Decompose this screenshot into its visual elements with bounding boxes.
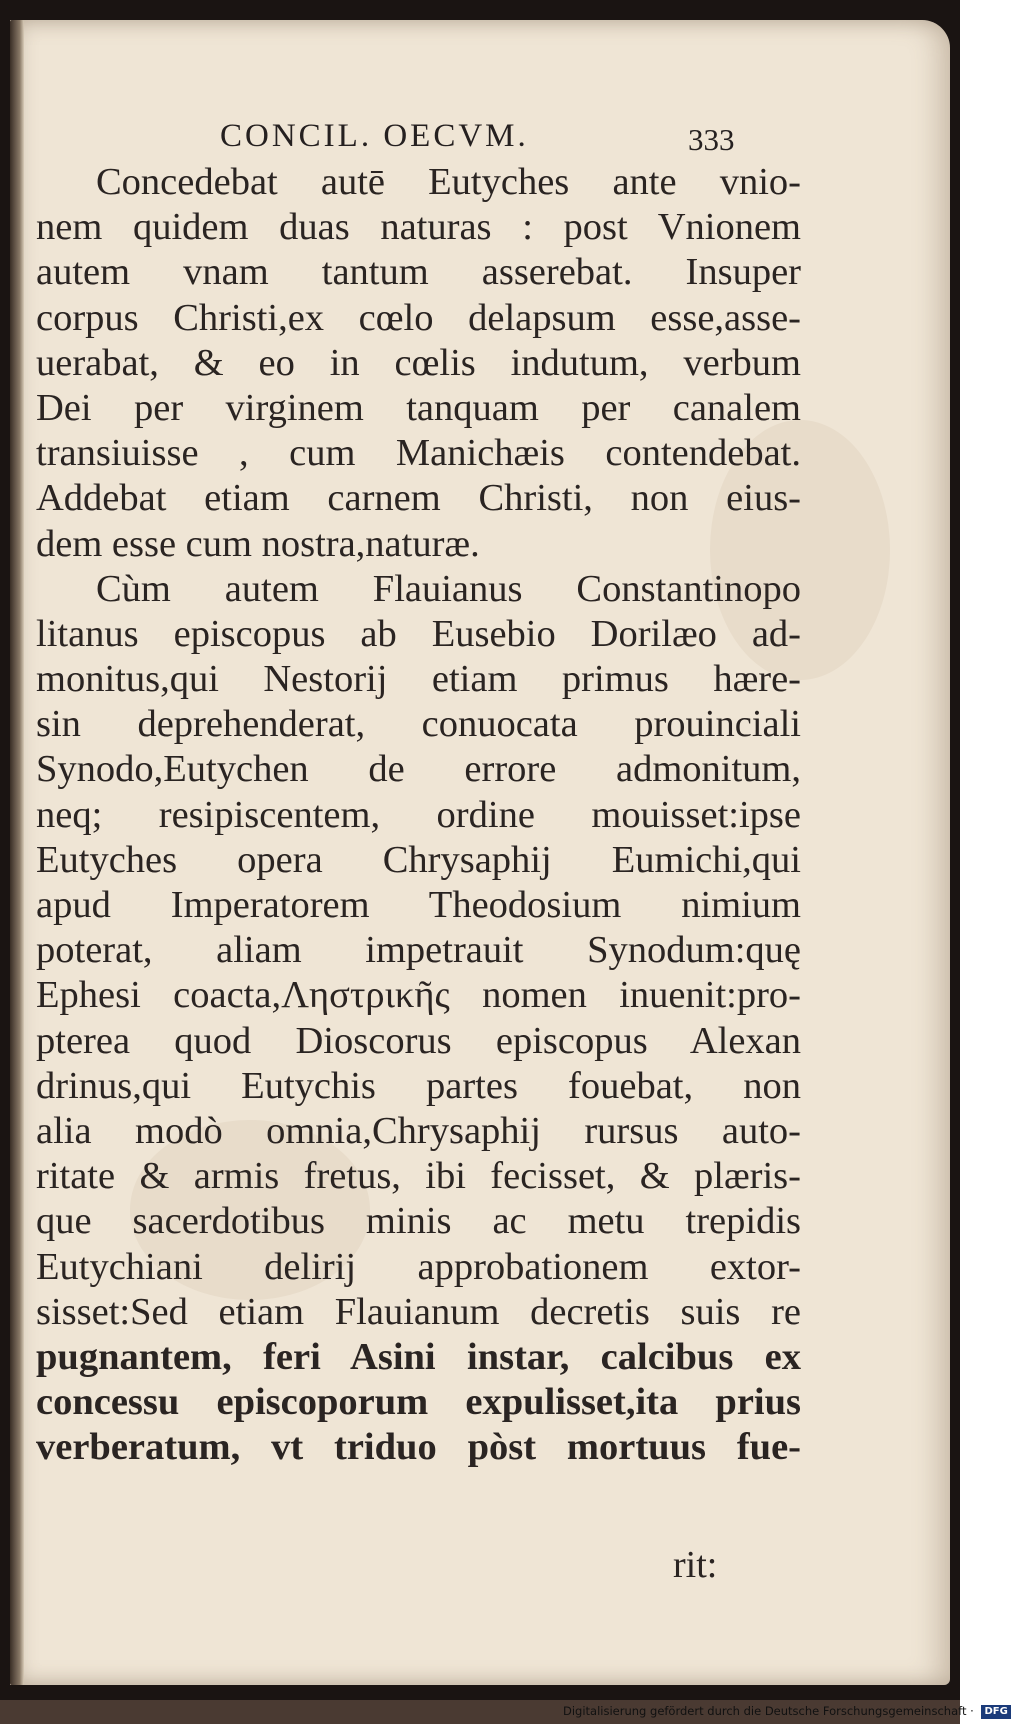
text-line: Eutychiani delirij approbationem extor- (36, 1245, 801, 1288)
credit-text: Digitalisierung gefördert durch die Deutsche Forschungsgemeinschaft · (563, 1704, 974, 1718)
page-number: 333 (688, 122, 735, 157)
text-line: corpus Christi,ex cœlo delapsum esse,asse- (36, 296, 801, 339)
text-line: Synodo,Eutychen de errore admonitum, (36, 748, 801, 791)
text-line: concessu episcoporum expulisset,ita prius (36, 1381, 801, 1424)
text-line: sisset:Sed etiam Flauianum decretis suis re (36, 1290, 801, 1333)
page-header (10, 118, 950, 162)
book-page (10, 20, 950, 1685)
text-line: pterea quod Dioscorus episcopus Alexan (36, 1019, 801, 1062)
text-line: poterat, aliam impetrauit Synodum:quę (36, 929, 801, 972)
text-line: monitus,qui Nestorij etiam primus hære- (36, 658, 801, 701)
text-line: Addebat etiam carnem Christi, non eius- (36, 477, 801, 520)
text-line: Eutyches opera Chrysaphij Eumichi,qui (36, 838, 801, 881)
text-line: verberatum, vt triduo pòst mortuus fue- (36, 1426, 801, 1469)
text-line: que sacerdotibus minis ac metu trepidis (36, 1200, 801, 1243)
text-line: drinus,qui Eutychis partes fouebat, non (36, 1064, 801, 1107)
page-binding-edge (10, 20, 24, 1685)
text-line: Cùm autem Flauianus Constantinopo (96, 567, 801, 610)
text-line: uerabat, & eo in cœlis indutum, verbum (36, 341, 801, 384)
text-line: Concedebat autē Eutyches ante vnio- (96, 161, 801, 203)
text-line: Dei per virginem tanquam per canalem (36, 386, 801, 429)
text-line: autem vnam tantum asserebat. Insuper (36, 251, 801, 294)
text-line: apud Imperatorem Theodosium nimium (36, 884, 801, 926)
text-line: litanus episcopus ab Eusebio Dorilæo ad- (36, 612, 801, 655)
text-line: alia modò omnia,Chrysaphij rursus auto- (36, 1109, 801, 1152)
running-head: CONCIL. OECVM. (220, 118, 529, 154)
text-line: neq; resipiscentem, ordine mouisset:ipse (36, 793, 801, 836)
body-text (36, 160, 801, 1470)
dfg-logo: DFG (981, 1705, 1010, 1719)
text-line: nem quidem duas naturas : post Vnionem (36, 206, 801, 249)
text-line: ritate & armis fretus, ibi fecisset, & plæris- (36, 1155, 801, 1198)
text-line: transiuisse , cum Manichæis contendebat. (36, 432, 801, 475)
digitization-credit (563, 1704, 1011, 1722)
text-line: sin deprehenderat, conuocata prouinciali (36, 703, 801, 746)
catchword: rit: (673, 1544, 718, 1586)
text-line: pugnantem, feri Asini instar, calcibus ex (36, 1335, 801, 1378)
text-line: Ephesi coacta,Ληστρικῆς nomen inuenit:pro- (36, 974, 801, 1017)
text-line: dem esse cum nostra,naturæ. (36, 522, 480, 565)
